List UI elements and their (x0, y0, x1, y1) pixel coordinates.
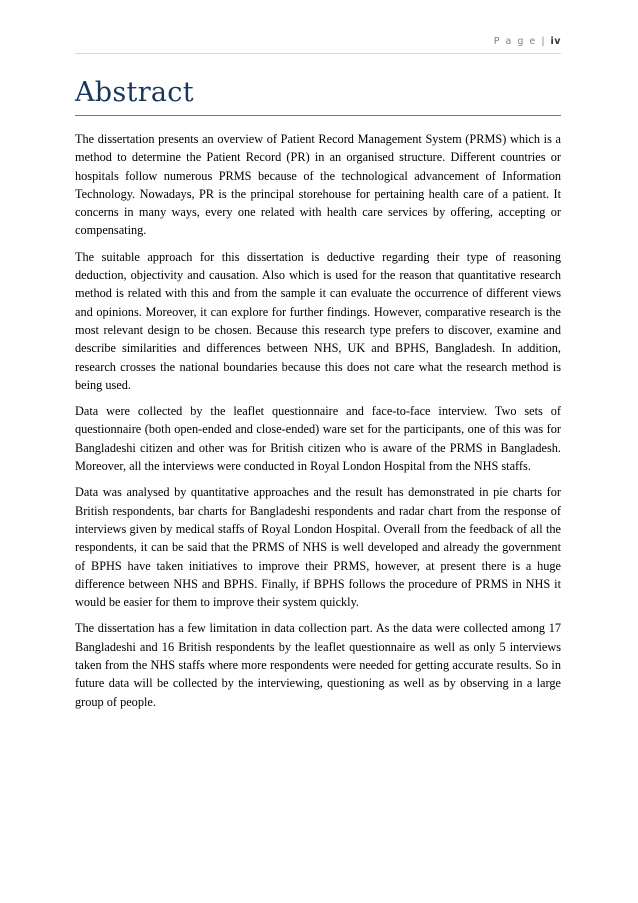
paragraph-5: The dissertation has a few limitation in data collection part. As the data were collected among 17 Bangladeshi and 16 British respondents by the leaflet questionnaire as well as only 5 interviews taken from the NHS staffs where more respondents were needed for getting accurate results. So in future data will be collected by the interviewing, questioning as well as by observing in a large group of people. (75, 621, 561, 709)
paragraph-4: Data was analysed by quantitative approaches and the result has demonstrated in pie charts for British respondents, bar charts for Bangladeshi respondents and radar chart from the response of interviews given by medical staffs of Royal London Hospital. Overall from the feedback of all the respondents, it can be said that the PRMS of NHS is well developed and already the government of BPHS have taken initiatives to improve their PRMS, however, at present there is a huge difference between NHS and BPHS. Finally, if BPHS follows the procedure of PRMS in NHS it would be easier for them to improve their system quickly. (75, 485, 561, 610)
page-header (75, 36, 561, 47)
paragraph-2: The suitable approach for this dissertation is deductive regarding their type of reasoning deduction, objectivity and causation. Also which is used for the reason that quantitative research method is related with this and from the sample it can evaluate the occurrence of different views and opinions. Moreover, it can explore for further findings. However, comparative research is the most relevant design to be chosen. Because this research type prefers to discover, examine and describe similarities and differences between NHS, UK and BPHS, Bangladesh. In addition, research crosses the national boundaries because this does not care what the research method is being used. (75, 249, 561, 392)
paragraph-1: The dissertation presents an overview of Patient Record Management System (PRMS) which is a method to determine the Patient Record (PR) in an organised structure. Different countries or hospitals follow numerous PRMS because of the technological advancement of Information Technology. Nowadays, PR is the principal storehouse for pertaining health care of a patient. It concerns in many ways, every one related with health care services by offering, accepting or compensating. (75, 132, 561, 238)
abstract-body (75, 130, 561, 719)
paragraph-3: Data were collected by the leaflet questionnaire and face-to-face interview. Two sets of questionnaire (both open-ended and close-ended) ware set for the participants, one of this was for Bangladeshi citizen and other was for British citizen who is aware of the PRMS in Bangladesh. Moreover, all the interviews were conducted in Royal London Hospital from the NHS staffs. (75, 404, 561, 474)
title-underline (75, 115, 561, 116)
page-number: iv (550, 36, 561, 47)
section-title: Abstract (75, 77, 194, 108)
header-divider (75, 53, 561, 54)
page-label: P a g e (493, 36, 537, 47)
page-separator: | (541, 36, 547, 47)
